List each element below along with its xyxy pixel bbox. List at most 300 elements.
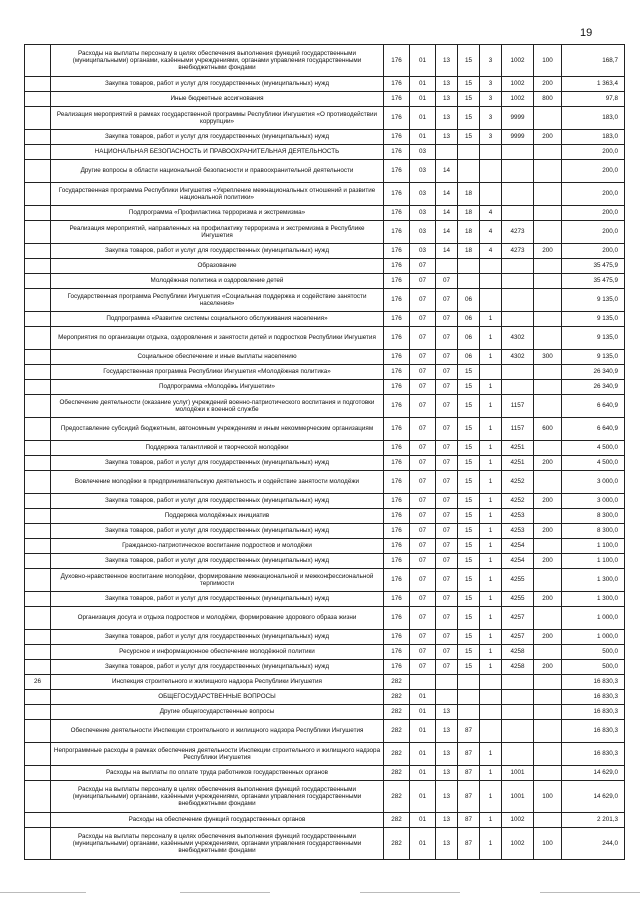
program-code-cell: 06 (458, 289, 480, 312)
direction-code-cell (502, 312, 534, 327)
section-code-cell: 01 (410, 813, 436, 828)
table-row (25, 456, 625, 471)
subsection-code-cell: 07 (436, 645, 458, 660)
program-code-cell (458, 274, 480, 289)
subsection-code-cell: 07 (436, 350, 458, 365)
row-name-cell: Социальное обеспечение и иные выплаты населению (51, 350, 384, 365)
row-name-cell: Иные бюджетные ассигнования (51, 92, 384, 107)
table-row (25, 312, 625, 327)
program-code-cell: 87 (458, 781, 480, 813)
amount-cell: 3 000,0 (562, 471, 625, 494)
program-code-cell: 15 (458, 441, 480, 456)
direction-code-cell: 1002 (502, 92, 534, 107)
row-name-cell: Закупка товаров, работ и услуг для государственных (муниципальных) нужд (51, 494, 384, 509)
expense-type-cell: 600 (534, 418, 562, 441)
row-number-cell (25, 660, 51, 675)
program-code-cell (458, 160, 480, 183)
amount-cell: 26 340,9 (562, 365, 625, 380)
section-code-cell: 07 (410, 630, 436, 645)
subsection-code-cell: 07 (436, 456, 458, 471)
row-name-cell: Мероприятия по организации отдыха, оздоровления и занятости детей и подростков Республики Ингушетия (51, 327, 384, 350)
direction-code-cell (502, 743, 534, 766)
ministry-code-cell: 176 (384, 509, 410, 524)
subsection-code-cell: 07 (436, 441, 458, 456)
row-number-cell (25, 690, 51, 705)
program-code-cell: 15 (458, 380, 480, 395)
ministry-code-cell: 176 (384, 471, 410, 494)
section-code-cell: 07 (410, 660, 436, 675)
subprogram-code-cell: 1 (480, 781, 502, 813)
expense-type-cell (534, 145, 562, 160)
program-code-cell: 87 (458, 720, 480, 743)
subsection-code-cell: 13 (436, 77, 458, 92)
subprogram-code-cell: 1 (480, 828, 502, 860)
ministry-code-cell: 176 (384, 312, 410, 327)
section-code-cell (410, 675, 436, 690)
row-number-cell (25, 554, 51, 569)
expense-type-cell (534, 813, 562, 828)
program-code-cell (458, 145, 480, 160)
amount-cell: 2 201,3 (562, 813, 625, 828)
ministry-code-cell: 176 (384, 569, 410, 592)
section-code-cell: 07 (410, 471, 436, 494)
amount-cell: 200,0 (562, 160, 625, 183)
section-code-cell: 03 (410, 160, 436, 183)
subsection-code-cell: 13 (436, 705, 458, 720)
row-number-cell (25, 160, 51, 183)
expense-type-cell (534, 766, 562, 781)
subsection-code-cell: 13 (436, 720, 458, 743)
amount-cell: 183,0 (562, 107, 625, 130)
table-row (25, 660, 625, 675)
direction-code-cell (502, 145, 534, 160)
expense-type-cell (534, 221, 562, 244)
table-row (25, 781, 625, 813)
row-number-cell (25, 471, 51, 494)
row-number-cell (25, 418, 51, 441)
amount-cell: 97,8 (562, 92, 625, 107)
section-code-cell: 01 (410, 130, 436, 145)
subprogram-code-cell: 1 (480, 645, 502, 660)
subprogram-code-cell: 1 (480, 327, 502, 350)
program-code-cell: 18 (458, 183, 480, 206)
ministry-code-cell: 176 (384, 418, 410, 441)
expense-type-cell: 200 (534, 524, 562, 539)
row-number-cell (25, 766, 51, 781)
table-row (25, 705, 625, 720)
row-name-cell: Гражданско-патриотическое воспитание подростков и молодёжи (51, 539, 384, 554)
section-code-cell: 01 (410, 781, 436, 813)
row-name-cell: Другие общегосударственные вопросы (51, 705, 384, 720)
section-code-cell: 07 (410, 395, 436, 418)
amount-cell: 26 340,9 (562, 380, 625, 395)
amount-cell: 9 135,0 (562, 312, 625, 327)
section-code-cell: 03 (410, 244, 436, 259)
amount-cell: 9 135,0 (562, 350, 625, 365)
amount-cell: 1 100,0 (562, 539, 625, 554)
subprogram-code-cell: 3 (480, 77, 502, 92)
direction-code-cell: 4302 (502, 327, 534, 350)
expense-type-cell (534, 441, 562, 456)
subprogram-code-cell: 1 (480, 456, 502, 471)
section-code-cell: 01 (410, 45, 436, 77)
subprogram-code-cell (480, 274, 502, 289)
expense-type-cell (534, 539, 562, 554)
direction-code-cell: 4254 (502, 554, 534, 569)
row-number-cell (25, 274, 51, 289)
subsection-code-cell (436, 675, 458, 690)
subsection-code-cell: 14 (436, 183, 458, 206)
table-row (25, 690, 625, 705)
row-number-cell (25, 524, 51, 539)
program-code-cell: 15 (458, 395, 480, 418)
table-row (25, 274, 625, 289)
subsection-code-cell: 07 (436, 607, 458, 630)
table-row (25, 813, 625, 828)
amount-cell: 9 135,0 (562, 289, 625, 312)
section-code-cell: 01 (410, 705, 436, 720)
amount-cell: 1 363,4 (562, 77, 625, 92)
direction-code-cell (502, 274, 534, 289)
row-name-cell: Обеспечение деятельности (оказание услуг) учреждений военно-патриотического воспитания и подготовки молодёжи к военной службе (51, 395, 384, 418)
subprogram-code-cell: 1 (480, 350, 502, 365)
table-row (25, 607, 625, 630)
section-code-cell: 07 (410, 441, 436, 456)
direction-code-cell: 4302 (502, 350, 534, 365)
table-row (25, 145, 625, 160)
expense-type-cell (534, 607, 562, 630)
row-name-cell: Расходы на обеспечение функций государственных органов (51, 813, 384, 828)
expense-type-cell: 200 (534, 244, 562, 259)
row-number-cell (25, 395, 51, 418)
program-code-cell: 15 (458, 365, 480, 380)
direction-code-cell: 4254 (502, 539, 534, 554)
expense-type-cell (534, 395, 562, 418)
subprogram-code-cell: 1 (480, 630, 502, 645)
ministry-code-cell: 176 (384, 92, 410, 107)
subprogram-code-cell: 1 (480, 380, 502, 395)
row-number-cell (25, 45, 51, 77)
subprogram-code-cell (480, 160, 502, 183)
subprogram-code-cell (480, 183, 502, 206)
budget-table (24, 44, 625, 860)
direction-code-cell: 4255 (502, 592, 534, 607)
program-code-cell: 06 (458, 327, 480, 350)
section-code-cell: 07 (410, 380, 436, 395)
direction-code-cell: 1157 (502, 395, 534, 418)
table-row (25, 471, 625, 494)
ministry-code-cell: 176 (384, 395, 410, 418)
subprogram-code-cell (480, 259, 502, 274)
table-row (25, 365, 625, 380)
direction-code-cell: 1001 (502, 766, 534, 781)
row-number-cell (25, 720, 51, 743)
ministry-code-cell: 176 (384, 554, 410, 569)
table-row (25, 259, 625, 274)
direction-code-cell: 9999 (502, 107, 534, 130)
direction-code-cell: 4258 (502, 660, 534, 675)
program-code-cell: 15 (458, 456, 480, 471)
expense-type-cell (534, 183, 562, 206)
ministry-code-cell: 176 (384, 244, 410, 259)
program-code-cell: 15 (458, 569, 480, 592)
expense-type-cell: 200 (534, 554, 562, 569)
table-row (25, 494, 625, 509)
subprogram-code-cell (480, 690, 502, 705)
row-name-cell: Государственная программа Республики Ингушетия «Молодёжная политика» (51, 365, 384, 380)
direction-code-cell: 4255 (502, 569, 534, 592)
amount-cell: 1 000,0 (562, 630, 625, 645)
section-code-cell: 03 (410, 221, 436, 244)
subprogram-code-cell (480, 365, 502, 380)
row-name-cell: Образование (51, 259, 384, 274)
ministry-code-cell: 176 (384, 350, 410, 365)
row-number-cell (25, 92, 51, 107)
table-row (25, 645, 625, 660)
direction-code-cell (502, 675, 534, 690)
direction-code-cell (502, 690, 534, 705)
section-code-cell: 07 (410, 592, 436, 607)
amount-cell: 8 300,0 (562, 509, 625, 524)
ministry-code-cell: 176 (384, 145, 410, 160)
program-code-cell: 15 (458, 539, 480, 554)
expense-type-cell: 100 (534, 828, 562, 860)
row-name-cell: Организация досуга и отдыха подростков и молодёжи, формирование здорового образа жизни (51, 607, 384, 630)
program-code-cell: 15 (458, 418, 480, 441)
subprogram-code-cell: 1 (480, 509, 502, 524)
page-bottom-border (0, 892, 640, 893)
subsection-code-cell: 14 (436, 244, 458, 259)
subsection-code-cell: 07 (436, 380, 458, 395)
subprogram-code-cell: 1 (480, 418, 502, 441)
table-row (25, 720, 625, 743)
amount-cell: 200,0 (562, 221, 625, 244)
program-code-cell: 15 (458, 92, 480, 107)
subsection-code-cell: 07 (436, 569, 458, 592)
ministry-code-cell: 176 (384, 630, 410, 645)
subprogram-code-cell: 1 (480, 660, 502, 675)
subprogram-code-cell: 1 (480, 395, 502, 418)
program-code-cell (458, 690, 480, 705)
program-code-cell: 15 (458, 660, 480, 675)
row-number-cell (25, 645, 51, 660)
expense-type-cell (534, 327, 562, 350)
ministry-code-cell: 176 (384, 130, 410, 145)
table-row (25, 77, 625, 92)
table-row (25, 244, 625, 259)
section-code-cell: 03 (410, 183, 436, 206)
program-code-cell: 15 (458, 607, 480, 630)
row-number-cell (25, 380, 51, 395)
program-code-cell: 15 (458, 107, 480, 130)
program-code-cell: 87 (458, 828, 480, 860)
direction-code-cell: 1002 (502, 45, 534, 77)
section-code-cell: 07 (410, 327, 436, 350)
program-code-cell: 06 (458, 350, 480, 365)
program-code-cell (458, 705, 480, 720)
row-number-cell (25, 828, 51, 860)
program-code-cell: 87 (458, 813, 480, 828)
row-name-cell: Духовно-нравственное воспитание молодёжи, формирование межнациональной и межконфессиональной терпимости (51, 569, 384, 592)
section-code-cell: 01 (410, 92, 436, 107)
row-name-cell: Закупка товаров, работ и услуг для государственных (муниципальных) нужд (51, 660, 384, 675)
table-row (25, 569, 625, 592)
amount-cell: 16 830,3 (562, 720, 625, 743)
expense-type-cell (534, 471, 562, 494)
program-code-cell: 18 (458, 244, 480, 259)
amount-cell: 1 100,0 (562, 554, 625, 569)
expense-type-cell (534, 675, 562, 690)
program-code-cell: 15 (458, 77, 480, 92)
expense-type-cell: 200 (534, 630, 562, 645)
expense-type-cell: 200 (534, 494, 562, 509)
expense-type-cell (534, 705, 562, 720)
subsection-code-cell: 07 (436, 630, 458, 645)
table-row (25, 418, 625, 441)
ministry-code-cell: 282 (384, 781, 410, 813)
ministry-code-cell: 176 (384, 660, 410, 675)
amount-cell: 1 300,0 (562, 592, 625, 607)
row-name-cell: Вовлечение молодёжи в предпринимательскую деятельность и содействие занятости молодёжи (51, 471, 384, 494)
section-code-cell: 07 (410, 645, 436, 660)
section-code-cell: 01 (410, 107, 436, 130)
row-name-cell: Реализация мероприятий в рамках государственной программы Республики Ингушетия «О противодействии коррупции» (51, 107, 384, 130)
row-number-cell (25, 705, 51, 720)
subprogram-code-cell: 1 (480, 524, 502, 539)
expense-type-cell: 200 (534, 592, 562, 607)
table-row (25, 107, 625, 130)
row-name-cell: Обеспечение деятельности Инспекции строительного и жилищного надзора Республики Ингушетия (51, 720, 384, 743)
subprogram-code-cell (480, 720, 502, 743)
ministry-code-cell: 282 (384, 720, 410, 743)
expense-type-cell: 200 (534, 130, 562, 145)
program-code-cell: 06 (458, 312, 480, 327)
subsection-code-cell: 14 (436, 221, 458, 244)
expense-type-cell (534, 720, 562, 743)
subprogram-code-cell: 1 (480, 569, 502, 592)
program-code-cell: 18 (458, 221, 480, 244)
amount-cell: 9 135,0 (562, 327, 625, 350)
table-row (25, 524, 625, 539)
subprogram-code-cell: 1 (480, 494, 502, 509)
row-name-cell: Расходы на выплаты персоналу в целях обеспечения выполнения функций государственными (муниципальными) органами, казёнными учреждениями, органами управления государственными внебюджетными фондами (51, 45, 384, 77)
row-number-cell (25, 327, 51, 350)
row-number-cell (25, 130, 51, 145)
subsection-code-cell: 07 (436, 524, 458, 539)
subprogram-code-cell: 3 (480, 92, 502, 107)
section-code-cell: 07 (410, 418, 436, 441)
expense-type-cell (534, 509, 562, 524)
program-code-cell: 15 (458, 494, 480, 509)
program-code-cell: 15 (458, 509, 480, 524)
row-number-cell (25, 145, 51, 160)
ministry-code-cell: 176 (384, 107, 410, 130)
direction-code-cell: 4273 (502, 244, 534, 259)
program-code-cell: 15 (458, 524, 480, 539)
program-code-cell: 15 (458, 554, 480, 569)
section-code-cell: 07 (410, 312, 436, 327)
amount-cell: 500,0 (562, 660, 625, 675)
expense-type-cell: 100 (534, 45, 562, 77)
expense-type-cell (534, 107, 562, 130)
program-code-cell: 15 (458, 592, 480, 607)
direction-code-cell (502, 380, 534, 395)
amount-cell: 244,0 (562, 828, 625, 860)
direction-code-cell (502, 206, 534, 221)
subprogram-code-cell: 1 (480, 813, 502, 828)
table-row (25, 539, 625, 554)
amount-cell: 8 300,0 (562, 524, 625, 539)
program-code-cell: 87 (458, 766, 480, 781)
subsection-code-cell: 07 (436, 539, 458, 554)
program-code-cell: 18 (458, 206, 480, 221)
expense-type-cell: 800 (534, 92, 562, 107)
section-code-cell: 07 (410, 259, 436, 274)
expense-type-cell (534, 569, 562, 592)
subsection-code-cell: 14 (436, 160, 458, 183)
table-row (25, 743, 625, 766)
row-number-cell (25, 221, 51, 244)
ministry-code-cell: 176 (384, 160, 410, 183)
amount-cell: 35 475,9 (562, 274, 625, 289)
amount-cell: 16 830,3 (562, 675, 625, 690)
direction-code-cell: 4253 (502, 524, 534, 539)
table-row (25, 183, 625, 206)
subsection-code-cell: 07 (436, 289, 458, 312)
subsection-code-cell: 13 (436, 828, 458, 860)
amount-cell: 500,0 (562, 645, 625, 660)
amount-cell: 1 300,0 (562, 569, 625, 592)
direction-code-cell: 1001 (502, 781, 534, 813)
section-code-cell: 07 (410, 289, 436, 312)
table-row (25, 509, 625, 524)
row-name-cell: Закупка товаров, работ и услуг для государственных (муниципальных) нужд (51, 554, 384, 569)
row-number-cell (25, 350, 51, 365)
row-number-cell (25, 509, 51, 524)
subprogram-code-cell (480, 145, 502, 160)
row-name-cell: Закупка товаров, работ и услуг для государственных (муниципальных) нужд (51, 456, 384, 471)
row-name-cell: Предоставление субсидий бюджетным, автономным учреждениям и иным некоммерческим организациям (51, 418, 384, 441)
amount-cell: 16 830,3 (562, 705, 625, 720)
program-code-cell: 15 (458, 130, 480, 145)
row-name-cell: Государственная программа Республики Ингушетия «Укрепление межнациональных отношений и развитие национальной политики» (51, 183, 384, 206)
row-number-cell (25, 441, 51, 456)
row-name-cell: Инспекция строительного и жилищного надзора Республики Ингушетия (51, 675, 384, 690)
ministry-code-cell: 282 (384, 743, 410, 766)
direction-code-cell: 1002 (502, 77, 534, 92)
direction-code-cell: 4252 (502, 471, 534, 494)
row-name-cell: Расходы на выплаты персоналу в целях обеспечения выполнения функций государственными (муниципальными) органами, казёнными учреждениями, органами управления государственными внебюджетными фондами (51, 781, 384, 813)
amount-cell: 200,0 (562, 183, 625, 206)
direction-code-cell: 4273 (502, 221, 534, 244)
ministry-code-cell: 282 (384, 766, 410, 781)
row-number-cell (25, 183, 51, 206)
table-row (25, 380, 625, 395)
direction-code-cell (502, 183, 534, 206)
subprogram-code-cell (480, 289, 502, 312)
subsection-code-cell: 07 (436, 312, 458, 327)
subsection-code-cell: 07 (436, 395, 458, 418)
ministry-code-cell: 176 (384, 645, 410, 660)
subprogram-code-cell: 3 (480, 107, 502, 130)
program-code-cell: 15 (458, 630, 480, 645)
subprogram-code-cell: 1 (480, 554, 502, 569)
subsection-code-cell: 07 (436, 418, 458, 441)
row-name-cell: Другие вопросы в области национальной безопасности и правоохранительной деятельности (51, 160, 384, 183)
row-number-cell (25, 494, 51, 509)
ministry-code-cell: 176 (384, 539, 410, 554)
direction-code-cell (502, 720, 534, 743)
